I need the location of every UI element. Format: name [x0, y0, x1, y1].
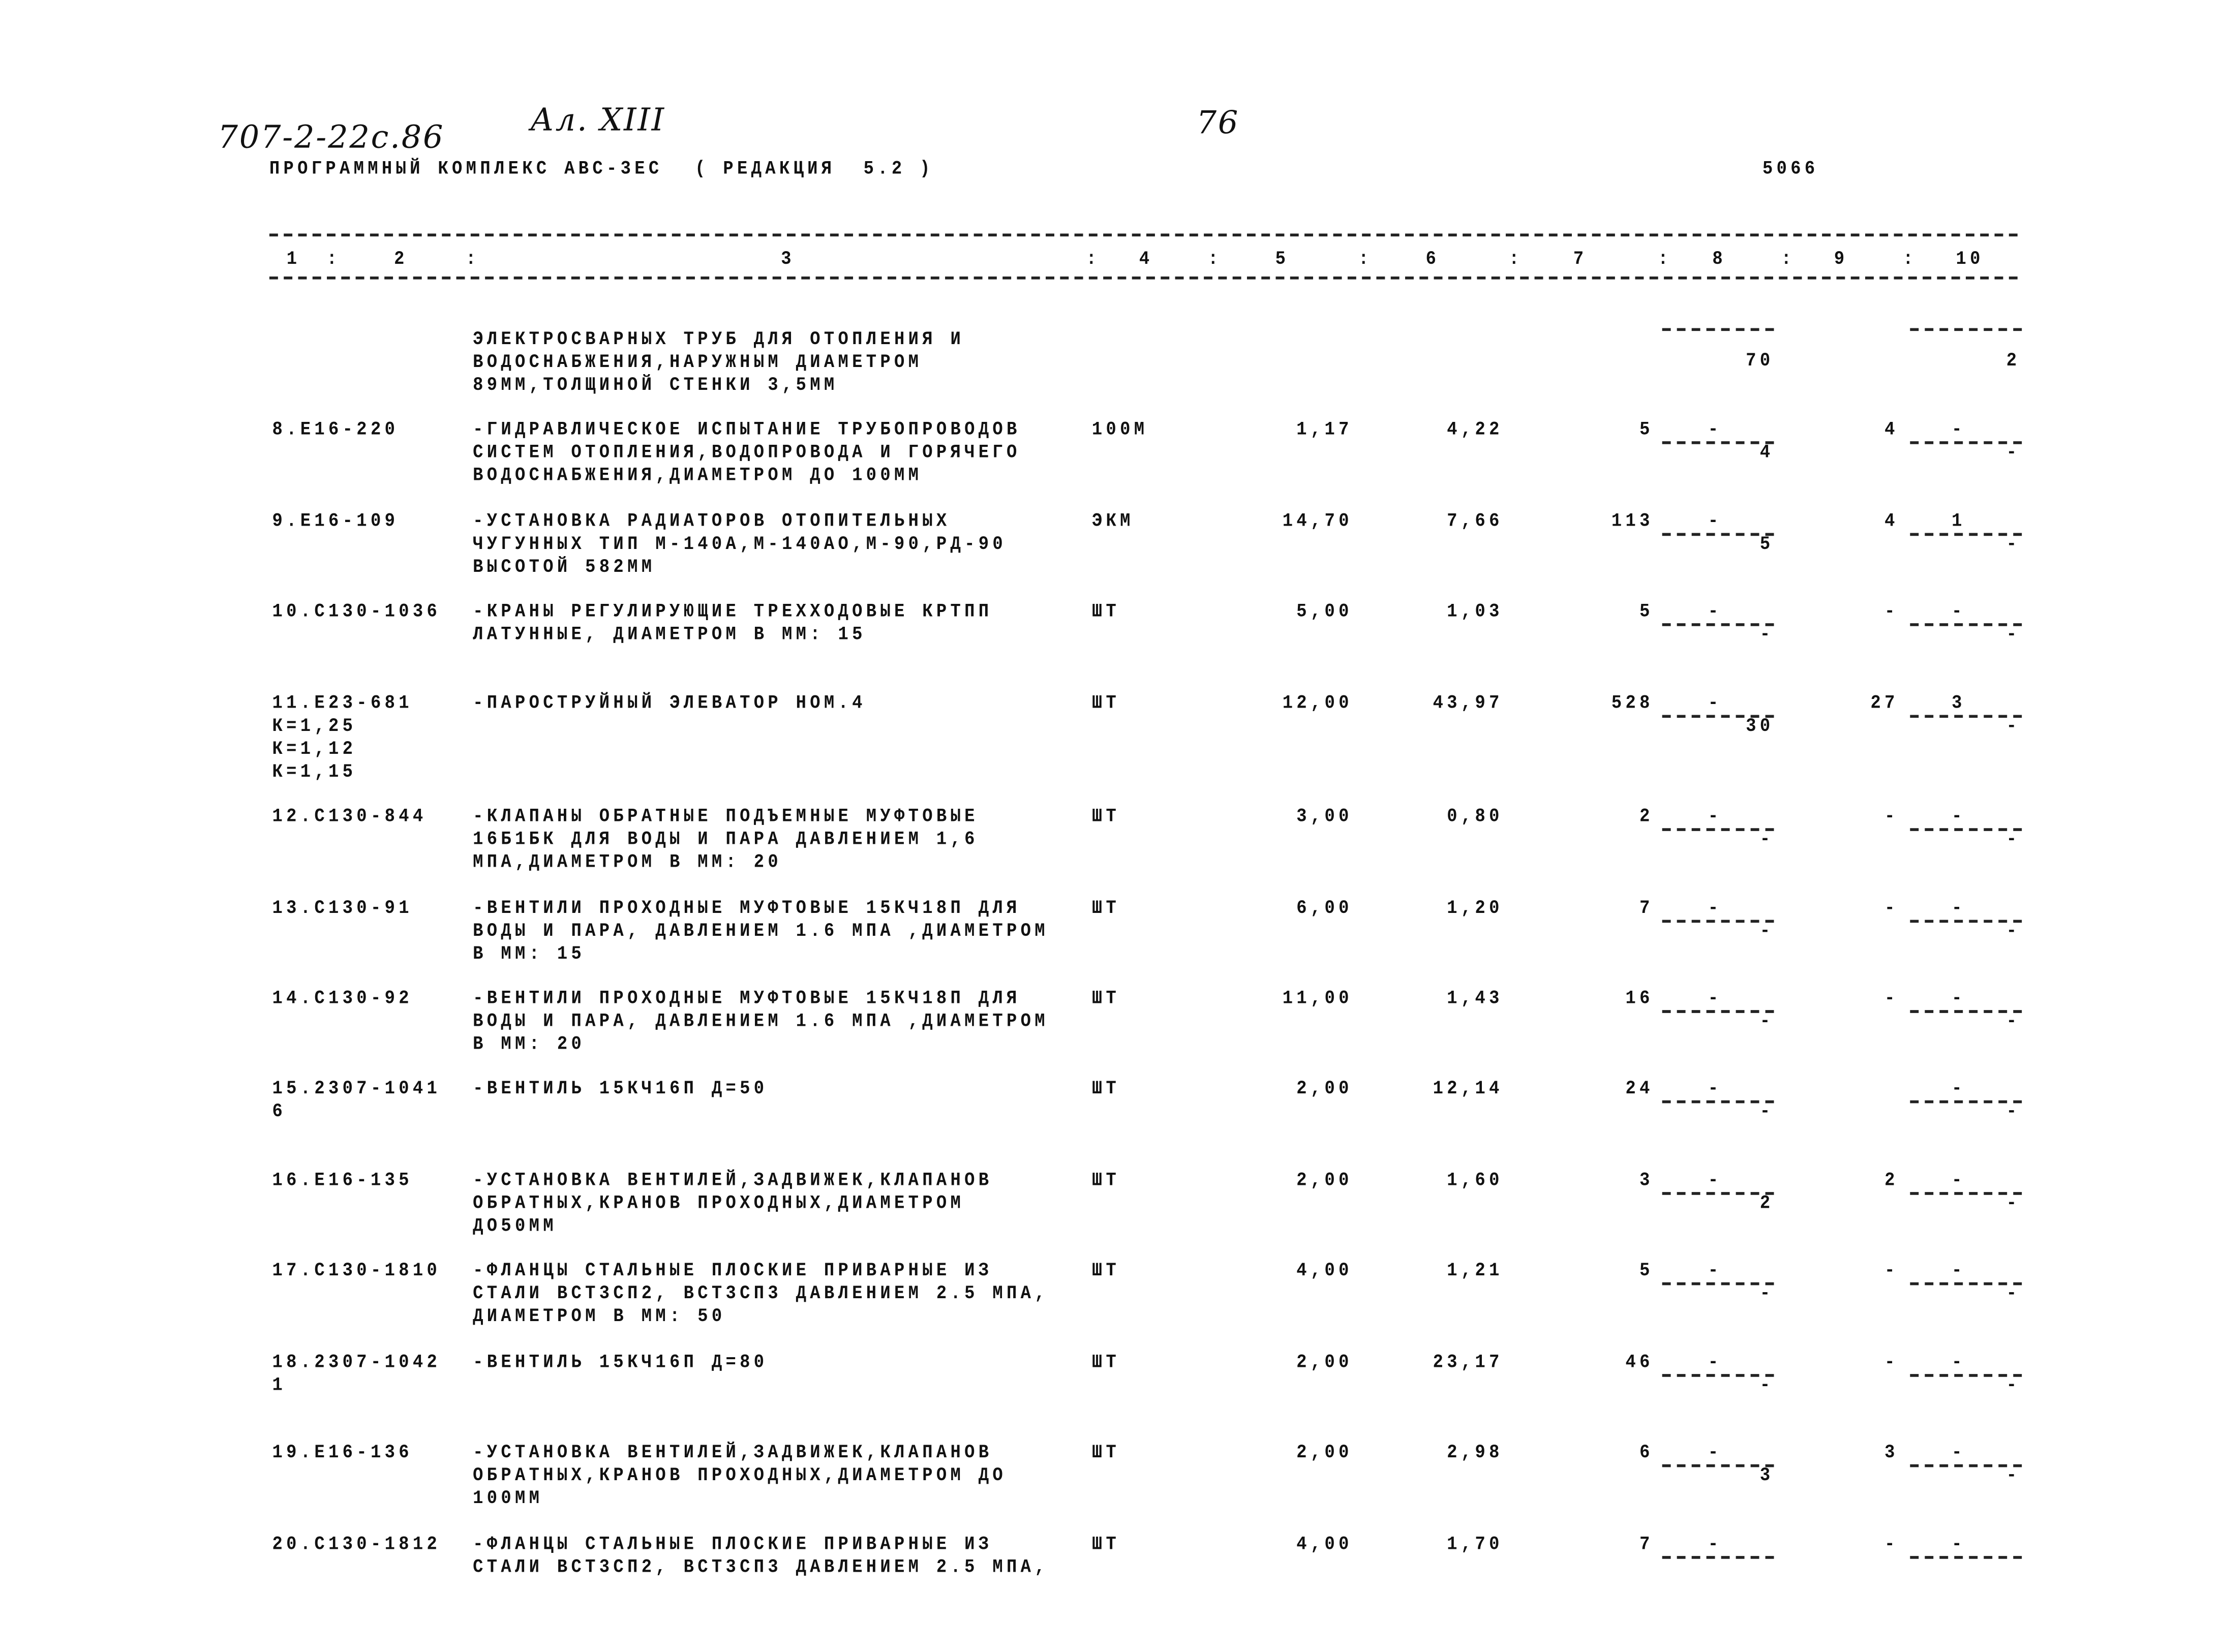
table-row — [0, 1350, 2221, 1435]
fraction-line — [1662, 1464, 1774, 1467]
table-row — [0, 1532, 2221, 1617]
column-header-6: 6 — [1425, 248, 1440, 270]
row-unit-cost: 1,43 — [1447, 987, 1503, 1009]
header-rule-bottom — [269, 277, 2018, 280]
row-unit-cost: 1,03 — [1447, 600, 1503, 623]
row-col10-bottom: - — [2006, 623, 2021, 646]
row-col9: - — [1884, 600, 1899, 623]
row-description: ДИАМЕТРОМ В ММ: 50 — [473, 1305, 726, 1328]
column-header-1: 1 — [286, 248, 301, 270]
row-unit: ШТ — [1091, 1351, 1120, 1373]
row-unit: ШТ — [1091, 1441, 1120, 1464]
row-description: 16Б1БК ДЛЯ ВОДЫ И ПАРА ДАВЛЕНИЕМ 1,6 — [473, 828, 979, 850]
row-total-cost: 46 — [1625, 1351, 1654, 1373]
row-col8-top: - — [1708, 987, 1722, 1009]
row-total-cost: 113 — [1611, 510, 1654, 533]
table-row — [0, 1258, 2221, 1344]
column-separator: : — [326, 248, 341, 270]
column-separator: : — [1903, 248, 1917, 270]
fraction-line — [1910, 1192, 2022, 1195]
table-row — [0, 691, 2221, 783]
document-number: 5066 — [1762, 158, 1819, 180]
column-header-8: 8 — [1712, 248, 1727, 270]
row-col10-bottom: - — [2006, 1192, 2021, 1214]
row-col8-bottom: 4 — [1759, 441, 1774, 464]
row-unit-cost: 1,20 — [1447, 897, 1503, 920]
row-col8-top: - — [1708, 1259, 1722, 1282]
row-total-cost: 24 — [1625, 1077, 1654, 1100]
table-row — [0, 896, 2221, 982]
row-description: -УСТАНОВКА ВЕНТИЛЕЙ,ЗАДВИЖЕК,КЛАПАНОВ — [473, 1441, 993, 1464]
row-col8-bottom: - — [1759, 828, 1774, 850]
row-description: -ПАРОСТРУЙНЫЙ ЭЛЕВАТОР НОМ.4 — [473, 692, 866, 715]
row-col9: 3 — [1884, 1441, 1899, 1464]
column-separator: : — [1208, 248, 1222, 270]
row-code: 18.2307-1042 — [272, 1351, 441, 1373]
row-col8-bottom: - — [1759, 1010, 1774, 1032]
row-col8-top: - — [1708, 1441, 1722, 1464]
column-header-2: 2 — [394, 248, 408, 270]
row-unit: ШТ — [1091, 600, 1120, 623]
table-row — [0, 509, 2221, 595]
fraction-line — [1910, 1556, 2022, 1559]
row-col8-bottom: - — [1759, 920, 1774, 942]
row-code: 16.Е16-135 — [272, 1169, 413, 1191]
row-code: 14.С130-92 — [272, 987, 413, 1009]
table-row — [0, 804, 2221, 890]
header-rule-top — [269, 233, 2018, 236]
fraction-line — [1662, 533, 1774, 536]
row-col9: - — [1884, 1533, 1899, 1555]
fraction-line — [1910, 1464, 2022, 1467]
row-code: 11.Е23-681 — [272, 692, 413, 715]
row-description: В ММ: 15 — [473, 942, 586, 965]
column-separator: : — [466, 248, 480, 270]
row-description: ВОДОСНАБЖЕНИЯ,ДИАМЕТРОМ ДО 100ММ — [473, 464, 923, 486]
row-col9: - — [1884, 805, 1899, 828]
row-code: 6 — [272, 1100, 287, 1123]
row-total-cost: 16 — [1625, 987, 1654, 1009]
fraction-line — [1910, 1010, 2022, 1013]
row-col8-top: - — [1708, 1533, 1722, 1555]
fraction-line — [1910, 828, 2022, 831]
row-code: К=1,15 — [272, 761, 357, 783]
row-code: 9.Е16-109 — [272, 510, 399, 533]
row-description: СТАЛИ ВСТ3СП2, ВСТ3СП3 ДАВЛЕНИЕМ 2.5 МПА, — [473, 1556, 1049, 1578]
row-description: ВОДЫ И ПАРА, ДАВЛЕНИЕМ 1.6 МПА ,ДИАМЕТРОМ — [473, 1010, 1049, 1032]
row-quantity: 2,00 — [1296, 1441, 1353, 1464]
row-col8-bottom: - — [1759, 1374, 1774, 1396]
table-row — [0, 1168, 2221, 1253]
row-code: К=1,25 — [272, 715, 357, 738]
row-col9: 2 — [1884, 1169, 1899, 1191]
row-col10-top: - — [1952, 1441, 1966, 1464]
row-unit-cost: 43,97 — [1433, 692, 1503, 715]
row-description: ОБРАТНЫХ,КРАНОВ ПРОХОДНЫХ,ДИАМЕТРОМ — [473, 1192, 965, 1214]
table-row — [0, 599, 2221, 685]
row-col10-bottom: - — [2006, 1282, 2021, 1305]
row-col10-top: - — [1952, 1259, 1966, 1282]
fraction-line — [1662, 328, 1774, 331]
fraction-line — [1910, 533, 2022, 536]
row-total-cost: 3 — [1639, 1169, 1654, 1191]
fraction-line — [1910, 328, 2022, 331]
row-col8-bottom: 5 — [1759, 533, 1774, 556]
row-col9: - — [1884, 1259, 1899, 1282]
row-description: ЧУГУННЫХ ТИП М-140А,М-140АО,М-90,РД-90 — [473, 533, 1007, 556]
row-col9: 4 — [1884, 510, 1899, 533]
row-unit: ШТ — [1091, 692, 1120, 715]
table-row — [0, 986, 2221, 1072]
row-col8-bottom: - — [1759, 1282, 1774, 1305]
row-quantity: 3,00 — [1296, 805, 1353, 828]
row-total-cost: 5 — [1639, 600, 1654, 623]
column-header-3: 3 — [781, 248, 795, 270]
row-description: -КРАНЫ РЕГУЛИРУЮЩИЕ ТРЕХХОДОВЫЕ КРТПП — [473, 600, 993, 623]
row-quantity: 12,00 — [1282, 692, 1353, 715]
fraction-line — [1662, 828, 1774, 831]
column-separator: : — [1658, 248, 1672, 270]
row-total-cost: 528 — [1611, 692, 1654, 715]
row-col10-bottom: - — [2006, 1100, 2021, 1123]
row-quantity: 5,00 — [1296, 600, 1353, 623]
row-col8-top: - — [1708, 1169, 1722, 1191]
row-col8-top: - — [1708, 600, 1722, 623]
row-col8-top: - — [1708, 1351, 1722, 1373]
row-total-cost: 6 — [1639, 1441, 1654, 1464]
row-description: -КЛАПАНЫ ОБРАТНЫЕ ПОДЪЕМНЫЕ МУФТОВЫЕ — [473, 805, 979, 828]
row-total-cost: 5 — [1639, 1259, 1654, 1282]
row-description: -ВЕНТИЛЬ 15КЧ16П Д=80 — [473, 1351, 768, 1373]
row-col10-top: - — [1952, 418, 1966, 441]
column-separator: : — [1509, 248, 1523, 270]
row-quantity: 2,00 — [1296, 1169, 1353, 1191]
row-code: 19.Е16-136 — [272, 1441, 413, 1464]
column-separator: : — [1781, 248, 1796, 270]
row-description: ВОДОСНАБЖЕНИЯ,НАРУЖНЫМ ДИАМЕТРОМ — [473, 351, 923, 374]
row-col10-bottom: - — [2006, 715, 2021, 738]
row-col10-top: - — [1952, 600, 1966, 623]
row-code: 1 — [272, 1374, 287, 1396]
row-unit-cost: 1,70 — [1447, 1533, 1503, 1555]
row-quantity: 6,00 — [1296, 897, 1353, 920]
fraction-line — [1910, 1282, 2022, 1286]
row-unit-cost: 2,98 — [1447, 1441, 1503, 1464]
row-description: -УСТАНОВКА ВЕНТИЛЕЙ,ЗАДВИЖЕК,КЛАПАНОВ — [473, 1169, 993, 1191]
row-code: 15.2307-1041 — [272, 1077, 441, 1100]
row-description: В ММ: 20 — [473, 1033, 586, 1055]
row-col10-bottom: - — [2006, 828, 2021, 850]
row-col10-top: 3 — [1952, 692, 1966, 715]
row-unit-cost: 1,60 — [1447, 1169, 1503, 1191]
fraction-line — [1662, 715, 1774, 718]
row-col8-bottom: - — [1759, 623, 1774, 646]
row-unit-cost: 12,14 — [1433, 1077, 1503, 1100]
row-description: ОБРАТНЫХ,КРАНОВ ПРОХОДНЫХ,ДИАМЕТРОМ ДО — [473, 1464, 1007, 1487]
row-col10-top: - — [1952, 805, 1966, 828]
row-code: 13.С130-91 — [272, 897, 413, 920]
row-quantity: 4,00 — [1296, 1259, 1353, 1282]
row-code: К=1,12 — [272, 738, 357, 760]
row-description: -ФЛАНЦЫ СТАЛЬНЫЕ ПЛОСКИЕ ПРИВАРНЫЕ ИЗ — [473, 1259, 993, 1282]
row-unit: ШТ — [1091, 1169, 1120, 1191]
fraction-line — [1910, 715, 2022, 718]
row-total-cost: 5 — [1639, 418, 1654, 441]
program-title: ПРОГРАММНЫЙ КОМПЛЕКС АВС-3ЕС — [269, 158, 663, 180]
row-col8-bottom: 30 — [1746, 715, 1774, 738]
row-col8-top: - — [1708, 692, 1722, 715]
row-col8-top: - — [1708, 897, 1722, 920]
row-description: МПА,ДИАМЕТРОМ В ММ: 20 — [473, 851, 782, 873]
row-col10-bottom: - — [2006, 1374, 2021, 1396]
row-total-cost: 7 — [1639, 897, 1654, 920]
row-description: СТАЛИ ВСТ3СП2, ВСТ3СП3 ДАВЛЕНИЕМ 2.5 МПА, — [473, 1282, 1049, 1305]
row-unit-cost: 0,80 — [1447, 805, 1503, 828]
table-row — [0, 327, 2221, 413]
fraction-line — [1910, 1100, 2022, 1104]
column-header-4: 4 — [1139, 248, 1153, 270]
fraction-line — [1662, 1282, 1774, 1286]
row-description: ЛАТУННЫЕ, ДИАМЕТРОМ В ММ: 15 — [473, 623, 866, 646]
fraction-line — [1662, 1010, 1774, 1013]
row-col10-bottom: - — [2006, 920, 2021, 942]
row-col8-bottom: 2 — [1759, 1192, 1774, 1214]
row-col10-top: 1 — [1952, 510, 1966, 533]
column-header-10: 10 — [1956, 248, 1984, 270]
row-col8-bottom: 70 — [1746, 350, 1774, 372]
fraction-line — [1662, 1100, 1774, 1104]
fraction-line — [1662, 1192, 1774, 1195]
row-unit: ЭКМ — [1091, 510, 1134, 533]
row-col8-top: - — [1708, 1077, 1722, 1100]
fraction-line — [1910, 623, 2022, 626]
row-description: ВОДЫ И ПАРА, ДАВЛЕНИЕМ 1.6 МПА ,ДИАМЕТРОМ — [473, 920, 1049, 942]
row-col10-bottom: - — [2006, 533, 2021, 556]
fraction-line — [1662, 920, 1774, 923]
row-total-cost: 7 — [1639, 1533, 1654, 1555]
page-number: 76 — [1196, 106, 1240, 142]
column-separator: : — [1358, 248, 1373, 270]
table-row — [0, 417, 2221, 503]
row-col9: - — [1884, 897, 1899, 920]
column-header-5: 5 — [1275, 248, 1290, 270]
row-unit-cost: 1,21 — [1447, 1259, 1503, 1282]
row-description: 89ММ,ТОЛЩИНОЙ СТЕНКИ 3,5ММ — [473, 374, 838, 396]
row-unit: ШТ — [1091, 1077, 1120, 1100]
row-total-cost: 2 — [1639, 805, 1654, 828]
row-description: -ГИДРАВЛИЧЕСКОЕ ИСПЫТАНИЕ ТРУБОПРОВОДОВ — [473, 418, 1021, 441]
row-unit-cost: 4,22 — [1447, 418, 1503, 441]
handwritten-code: 707-2-22с.86 — [218, 120, 445, 157]
column-separator: : — [1086, 248, 1101, 270]
row-quantity: 14,70 — [1282, 510, 1353, 533]
table-row — [0, 1076, 2221, 1162]
row-code: 17.С130-1810 — [272, 1259, 441, 1282]
row-col9: - — [1884, 1351, 1899, 1373]
fraction-line — [1910, 920, 2022, 923]
row-unit: ШТ — [1091, 805, 1120, 828]
row-unit: ШТ — [1091, 1533, 1120, 1555]
handwritten-album: Ал. XIII — [530, 103, 665, 139]
row-description: ДО50ММ — [473, 1215, 557, 1237]
row-unit: ШТ — [1091, 1259, 1120, 1282]
row-col10-bottom: 2 — [2006, 350, 2021, 372]
row-description: 100ММ — [473, 1487, 543, 1510]
row-description: ЭЛЕКТРОСВАРНЫХ ТРУБ ДЛЯ ОТОПЛЕНИЯ И — [473, 328, 965, 351]
row-col9: 27 — [1870, 692, 1899, 715]
row-unit: ШТ — [1091, 987, 1120, 1009]
fraction-line — [1910, 441, 2022, 444]
fraction-line — [1662, 623, 1774, 626]
fraction-line — [1662, 1374, 1774, 1377]
row-col8-top: - — [1708, 805, 1722, 828]
row-unit: ШТ — [1091, 897, 1120, 920]
row-description: -ВЕНТИЛИ ПРОХОДНЫЕ МУФТОВЫЕ 15КЧ18П ДЛЯ — [473, 897, 1021, 920]
edition-label: ( РЕДАКЦИЯ 5.2 ) — [695, 158, 934, 180]
fraction-line — [1910, 1374, 2022, 1377]
row-code: 8.Е16-220 — [272, 418, 399, 441]
table-row — [0, 1440, 2221, 1526]
row-col10-top: - — [1952, 1351, 1966, 1373]
row-col8-top: - — [1708, 418, 1722, 441]
row-col9: 4 — [1884, 418, 1899, 441]
row-quantity: 4,00 — [1296, 1533, 1353, 1555]
row-description: ВЫСОТОЙ 582ММ — [473, 556, 656, 578]
column-header-9: 9 — [1834, 248, 1848, 270]
row-col8-bottom: 3 — [1759, 1464, 1774, 1487]
row-col10-bottom: - — [2006, 1010, 2021, 1032]
fraction-line — [1662, 1556, 1774, 1559]
row-description: -УСТАНОВКА РАДИАТОРОВ ОТОПИТЕЛЬНЫХ — [473, 510, 951, 533]
row-unit-cost: 7,66 — [1447, 510, 1503, 533]
row-code: 20.С130-1812 — [272, 1533, 441, 1555]
row-col9: - — [1884, 987, 1899, 1009]
row-col10-top: - — [1952, 1077, 1966, 1100]
row-col10-bottom: - — [2006, 1464, 2021, 1487]
row-col10-top: - — [1952, 987, 1966, 1009]
row-description: -ВЕНТИЛЬ 15КЧ16П Д=50 — [473, 1077, 768, 1100]
row-unit-cost: 23,17 — [1433, 1351, 1503, 1373]
fraction-line — [1662, 441, 1774, 444]
row-code: 10.С130-1036 — [272, 600, 441, 623]
row-col8-top: - — [1708, 510, 1722, 533]
row-description: -ФЛАНЦЫ СТАЛЬНЫЕ ПЛОСКИЕ ПРИВАРНЫЕ ИЗ — [473, 1533, 993, 1555]
row-col10-top: - — [1952, 1169, 1966, 1191]
row-quantity: 2,00 — [1296, 1351, 1353, 1373]
row-col10-top: - — [1952, 897, 1966, 920]
row-code: 12.С130-844 — [272, 805, 427, 828]
row-quantity: 11,00 — [1282, 987, 1353, 1009]
row-unit: 100М — [1091, 418, 1148, 441]
row-description: СИСТЕМ ОТОПЛЕНИЯ,ВОДОПРОВОДА И ГОРЯЧЕГО — [473, 441, 1021, 464]
row-col10-bottom: - — [2006, 441, 2021, 464]
row-quantity: 1,17 — [1296, 418, 1353, 441]
row-col10-top: - — [1952, 1533, 1966, 1555]
row-quantity: 2,00 — [1296, 1077, 1353, 1100]
row-col8-bottom: - — [1759, 1100, 1774, 1123]
row-description: -ВЕНТИЛИ ПРОХОДНЫЕ МУФТОВЫЕ 15КЧ18П ДЛЯ — [473, 987, 1021, 1009]
column-header-7: 7 — [1573, 248, 1588, 270]
